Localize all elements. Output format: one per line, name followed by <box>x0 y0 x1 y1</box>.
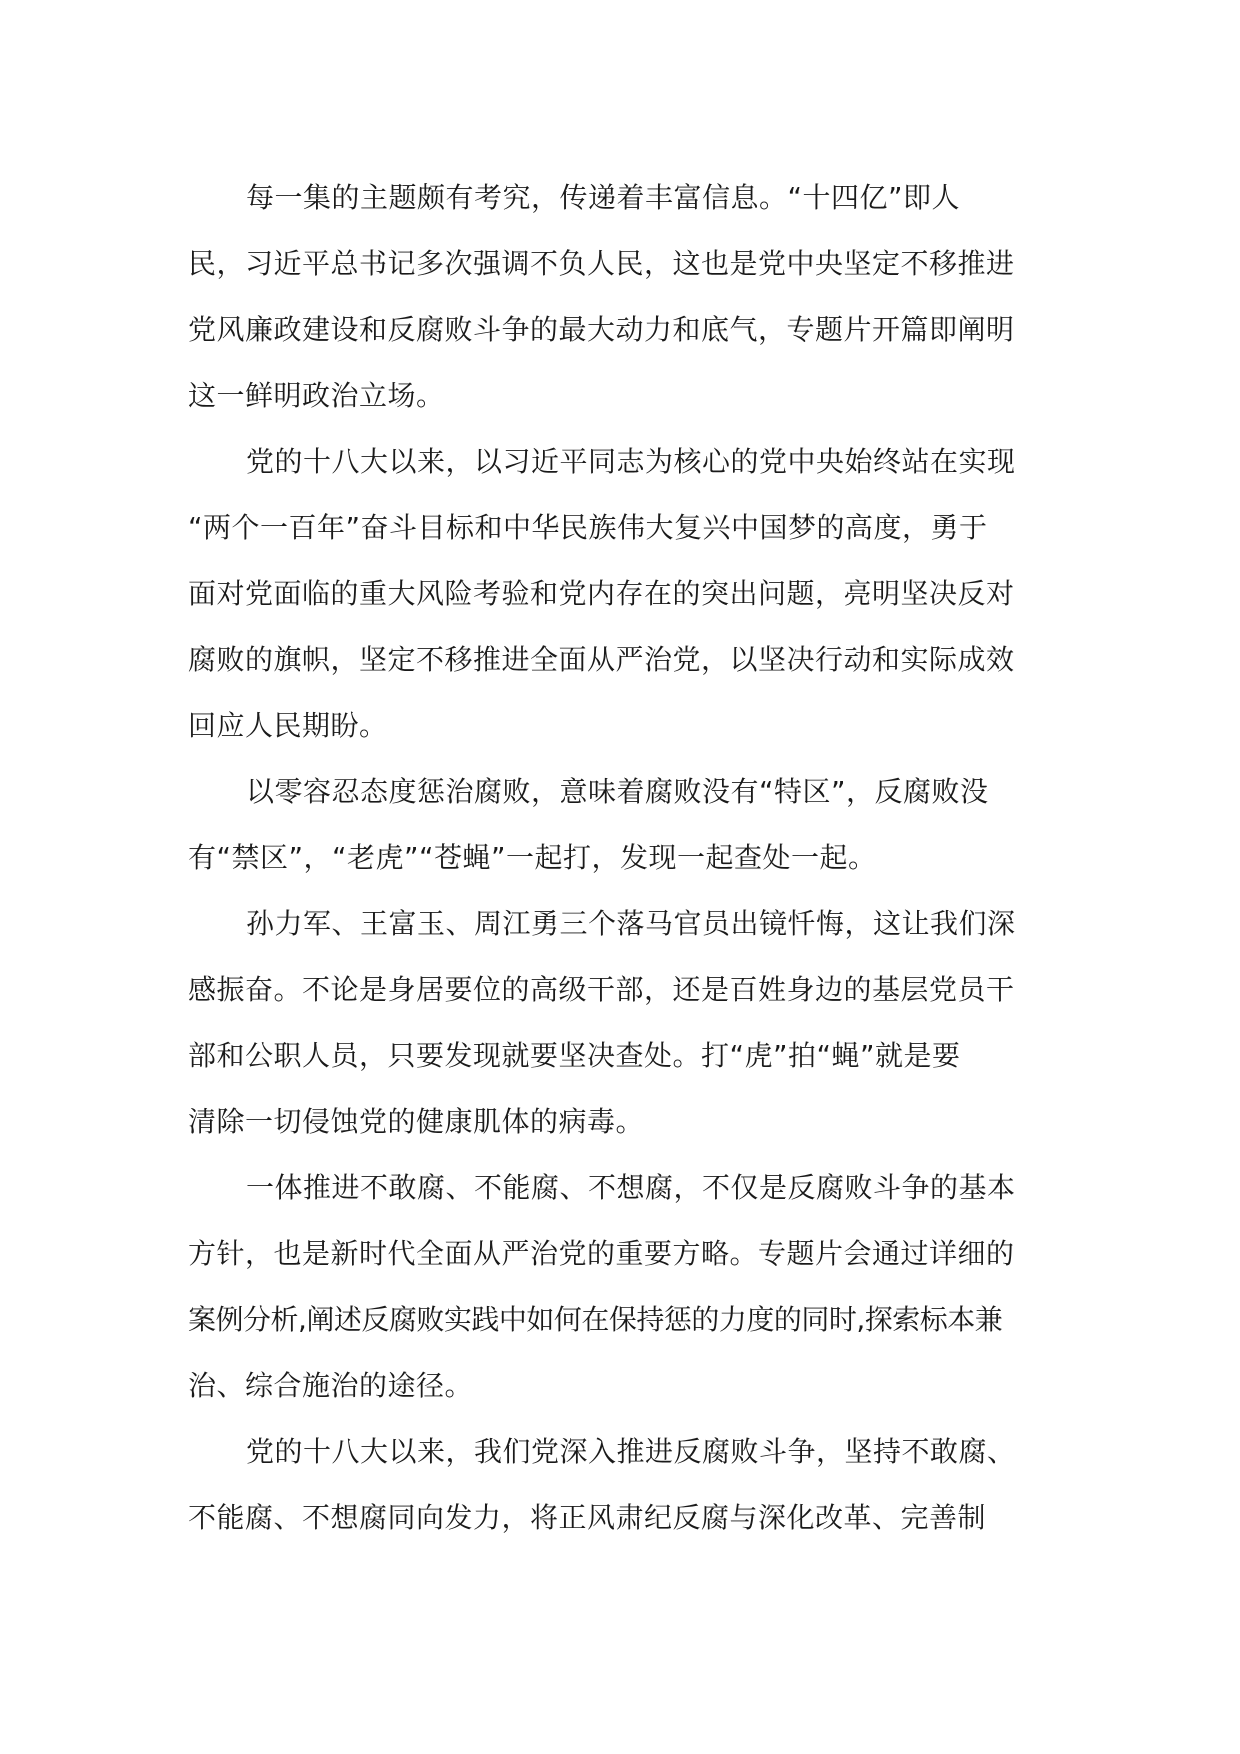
text-line: 有“禁区”，“老虎”“苍蝇”一起打，发现一起查处一起。 <box>188 841 877 874</box>
text-line: 这一鲜明政治立场。 <box>188 379 445 412</box>
text-line: 孙力军、王富玉、周江勇三个落马官员出镜忏悔，这让我们深 <box>246 907 1016 940</box>
text-line: 一体推进不敢腐、不能腐、不想腐，不仅是反腐败斗争的基本 <box>246 1171 1016 1204</box>
paragraph <box>188 429 1068 759</box>
text-line: 以零容忍态度惩治腐败，意味着腐败没有“特区”，反腐败没 <box>246 775 989 808</box>
text-line: 方针，也是新时代全面从严治党的重要方略。专题片会通过详细的 <box>188 1237 1015 1270</box>
text-line: 党风廉政建设和反腐败斗争的最大动力和底气，专题片开篇即阐明 <box>188 313 1015 346</box>
paragraph <box>188 759 1068 891</box>
text-line: 部和公职人员，只要发现就要坚决查处。打“虎”拍“蝇”就是要 <box>188 1039 961 1072</box>
paragraph <box>188 1155 1068 1419</box>
paragraph <box>188 891 1068 1155</box>
text-line: 党的十八大以来，以习近平同志为核心的党中央始终站在实现 <box>246 445 1016 478</box>
text-line: 每一集的主题颇有考究，传递着丰富信息。“十四亿”即人 <box>246 181 961 214</box>
text-line: “两个一百年”奋斗目标和中华民族伟大复兴中国梦的高度，勇于 <box>188 511 988 544</box>
text-line: 党的十八大以来，我们党深入推进反腐败斗争，坚持不敢腐、 <box>246 1435 1016 1468</box>
article-body <box>188 165 1068 1551</box>
text-line: 不能腐、不想腐同向发力，将正风肃纪反腐与深化改革、完善制 <box>188 1501 987 1534</box>
text-line: 腐败的旗帜，坚定不移推进全面从严治党，以坚决行动和实际成效 <box>188 643 1015 676</box>
text-line: 面对党面临的重大风险考验和党内存在的突出问题，亮明坚决反对 <box>188 577 1015 610</box>
text-line: 回应人民期盼。 <box>188 709 388 742</box>
paragraph <box>188 165 1068 429</box>
text-line: 清除一切侵蚀党的健康肌体的病毒。 <box>188 1105 645 1138</box>
text-line: 治、综合施治的途径。 <box>188 1369 474 1402</box>
text-line: 案例分析,阐述反腐败实践中如何在保持惩的力度的同时,探索标本兼 <box>188 1303 1003 1336</box>
paragraph <box>188 1419 1068 1551</box>
text-line: 民，习近平总书记多次强调不负人民，这也是党中央坚定不移推进 <box>188 247 1015 280</box>
text-line: 感振奋。不论是身居要位的高级干部，还是百姓身边的基层党员干 <box>188 973 1015 1006</box>
